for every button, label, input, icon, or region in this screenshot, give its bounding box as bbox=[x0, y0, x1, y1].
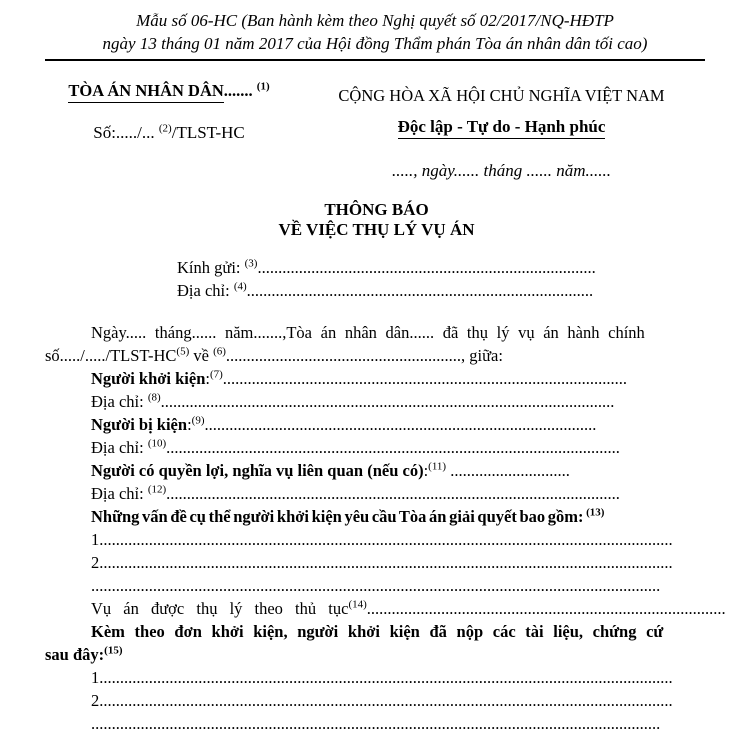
defendant-line bbox=[45, 413, 705, 436]
footnote-ref-2: (2) bbox=[158, 122, 172, 135]
footnote-ref-1: (1) bbox=[256, 80, 270, 93]
item-number: 2 bbox=[91, 691, 100, 710]
date-line: ....., ngày...... tháng ...... năm...... bbox=[391, 161, 612, 180]
recipient-blank: .................................................................................. bbox=[257, 258, 596, 277]
title-line-2: VỀ VIỆC THỤ LÝ VỤ ÁN bbox=[278, 220, 475, 239]
attachments-item-1-blank: ........................................................................................................................................... bbox=[99, 668, 673, 687]
claims-item-1 bbox=[45, 528, 705, 551]
plaintiff-blank: .................................................................................................. bbox=[222, 369, 628, 388]
footnote-ref-12: (12) bbox=[147, 483, 167, 496]
recipient-block bbox=[177, 256, 753, 302]
claims-item-3-blank: .......................................................................................................................................... bbox=[91, 576, 661, 595]
footnote-ref-8: (8) bbox=[147, 391, 161, 404]
related-party-address-line bbox=[45, 482, 705, 505]
claims-item-1-blank: ........................................................................................................................................... bbox=[99, 530, 673, 549]
attachments-item-2 bbox=[45, 689, 705, 712]
footnote-ref-15: (15) bbox=[104, 644, 123, 657]
court-name-line bbox=[44, 82, 294, 99]
between-label: , giữa: bbox=[461, 346, 503, 365]
claims-heading-text: Những vấn đề cụ thể người khởi kiện yêu cầu Tòa án giải quyết bao gồm: bbox=[91, 507, 587, 526]
case-number-prefix: Số:...../... bbox=[93, 123, 155, 142]
procedure-line bbox=[45, 597, 726, 620]
colon: : bbox=[423, 461, 429, 480]
footnote-ref-13: (13) bbox=[586, 506, 605, 519]
intro-line-1 bbox=[45, 321, 705, 344]
related-party-label: Người có quyền lợi, nghĩa vụ liên quan (nếu có) bbox=[91, 461, 424, 480]
recipient-label: Kính gửi: bbox=[177, 258, 245, 277]
case-number-blank: số...../...../TLST-HC bbox=[45, 346, 177, 365]
intro-text-1: Ngày..... tháng...... năm.......,Tòa án nhân dân...... đã thụ lý vụ án hành chính bbox=[91, 323, 645, 342]
footnote-ref-10: (10) bbox=[147, 437, 167, 450]
procedure-blank: ....................................................................................... bbox=[366, 599, 726, 618]
plaintiff-label: Người khởi kiện bbox=[91, 369, 206, 388]
plaintiff-address-line bbox=[45, 390, 705, 413]
claims-heading bbox=[45, 505, 705, 528]
country-name: CỘNG HÒA XÃ HỘI CHỦ NGHĨA VIỆT NAM bbox=[338, 86, 665, 105]
form-number-line: Mẫu số 06-HC (Ban hành kèm theo Nghị quyết số 02/2017/NQ-HĐTP bbox=[136, 11, 614, 30]
colon: : bbox=[187, 415, 192, 434]
related-party-blank: ............................. bbox=[446, 461, 570, 480]
letterhead-columns bbox=[0, 61, 753, 179]
title-line-1: THÔNG BÁO bbox=[324, 200, 429, 219]
attachments-item-3-blank: .......................................................................................................................................... bbox=[91, 714, 661, 733]
attachments-heading-text-2: sau đây: bbox=[45, 645, 105, 664]
claims-item-2-blank: ........................................................................................................................................... bbox=[99, 553, 673, 572]
defendant-address-blank: .............................................................................................................. bbox=[166, 438, 620, 457]
recipient-line bbox=[177, 256, 753, 279]
item-number: 2 bbox=[91, 553, 100, 572]
court-name-blank: ....... bbox=[223, 81, 253, 100]
recipient-address-blank: .................................................................................... bbox=[246, 281, 594, 300]
related-party-line bbox=[45, 459, 705, 482]
case-subject-blank: ......................................................... bbox=[225, 346, 462, 365]
recipient-address-label: Địa chỉ: bbox=[177, 281, 234, 300]
national-heading-block bbox=[294, 61, 709, 179]
attachments-heading-text-1: Kèm theo đơn khởi kiện, người khởi kiện đã nộp các tài liệu, chứng cứ bbox=[91, 622, 664, 641]
intro-line-2 bbox=[45, 344, 705, 367]
footnote-ref-6: (6) bbox=[213, 345, 226, 358]
motto-line bbox=[294, 118, 709, 139]
procedure-text: Vụ án được thụ lý theo thủ tục bbox=[91, 599, 349, 618]
defendant-address-line bbox=[45, 436, 705, 459]
item-number: 1 bbox=[91, 668, 100, 687]
footnote-ref-5: (5) bbox=[176, 345, 190, 358]
defendant-address-label: Địa chỉ: bbox=[91, 438, 148, 457]
attachments-heading-line-2 bbox=[45, 643, 705, 666]
recipient-address-line bbox=[177, 279, 753, 302]
related-party-address-label: Địa chỉ: bbox=[91, 484, 148, 503]
plaintiff-address-label: Địa chỉ: bbox=[91, 392, 148, 411]
claims-item-2 bbox=[45, 551, 705, 574]
claims-item-3 bbox=[45, 574, 705, 597]
court-name: TÒA ÁN NHÂN DÂN bbox=[68, 81, 223, 103]
form-issuance-line: ngày 13 tháng 01 năm 2017 của Hội đồng Thẩm phán Tòa án nhân dân tối cao) bbox=[102, 34, 648, 53]
defendant-blank: ............................................................................................... bbox=[204, 415, 597, 434]
document-title bbox=[0, 200, 753, 240]
footnote-ref-14: (14) bbox=[348, 598, 367, 611]
document-body bbox=[0, 321, 753, 735]
footnote-ref-9: (9) bbox=[191, 414, 205, 427]
attachments-item-2-blank: ........................................................................................................................................... bbox=[99, 691, 673, 710]
footnote-ref-3: (3) bbox=[244, 257, 258, 270]
item-number: 1 bbox=[91, 530, 100, 549]
national-motto: Độc lập - Tự do - Hạnh phúc bbox=[398, 118, 606, 139]
case-number-suffix: /TLST-HC bbox=[171, 123, 245, 142]
colon: : bbox=[205, 369, 210, 388]
attachments-item-1 bbox=[45, 666, 705, 689]
attachments-item-3 bbox=[45, 712, 705, 735]
case-number-line bbox=[44, 124, 294, 141]
form-reference-header bbox=[45, 0, 705, 61]
about-label: về bbox=[189, 346, 214, 365]
attachments-heading-line-1 bbox=[45, 620, 705, 643]
plaintiff-line bbox=[45, 367, 705, 390]
footnote-ref-7: (7) bbox=[209, 368, 223, 381]
defendant-label: Người bị kiện bbox=[91, 415, 188, 434]
related-party-address-blank: .............................................................................................................. bbox=[166, 484, 620, 503]
footnote-ref-4: (4) bbox=[233, 280, 247, 293]
footnote-ref-11: (11) bbox=[428, 460, 447, 473]
plaintiff-address-blank: .............................................................................................................. bbox=[160, 392, 615, 411]
court-block bbox=[44, 61, 294, 179]
